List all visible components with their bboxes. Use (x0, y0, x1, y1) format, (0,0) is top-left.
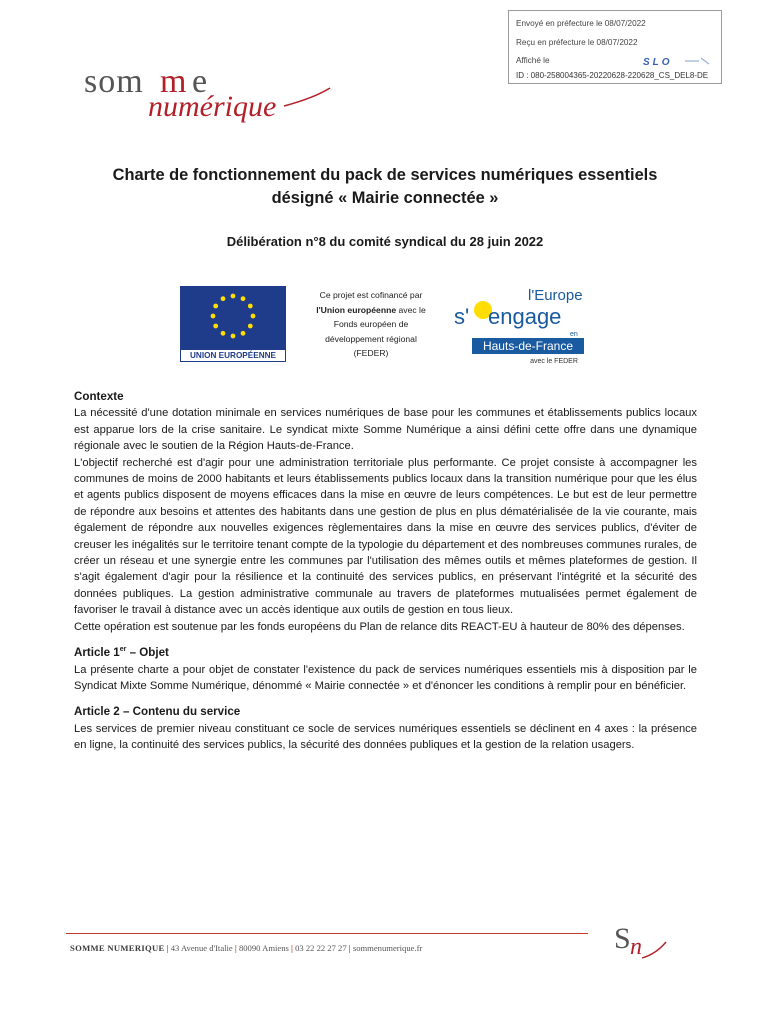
svg-text:S: S (614, 922, 631, 955)
eu-label: UNION EUROPÉENNE (180, 349, 286, 362)
footer-divider (66, 933, 588, 934)
footer-city: 80090 Amiens (238, 943, 289, 953)
signature-logo (641, 54, 713, 68)
footer-contact: SOMME NUMERIQUE | 43 Avenue d'Italie | 80090 Amiens | 03 22 22 27 27 | sommenumerique.fr (70, 943, 423, 953)
stamp-posted-label: Affiché le (516, 56, 550, 65)
charter-body (74, 389, 697, 754)
document-title (60, 164, 710, 210)
footer-phone: 03 22 22 27 27 (295, 943, 347, 953)
contexte-paragraph-1: La nécessité d'une dotation minimale en services numériques de base pour les communes et établissements publics locaux est apparue lors de la crise sanitaire. Le syndicat mixte Somme Numérique a ainsi défini cette offre dans une dynamique régionale avec le soutien de la Région Hauts-de-France. (74, 407, 697, 453)
article-2-heading: Article 2 – Contenu du service (74, 705, 241, 719)
svg-text:n: n (630, 934, 642, 960)
svg-text:som: som (84, 63, 144, 100)
europe-engage-logo (452, 284, 592, 366)
cofin-line-2: l'Union européenne avec le (316, 304, 426, 315)
cofin-line-5: (FEDER) (353, 348, 389, 358)
title-line-1: Charte de fonctionnement du pack de services numériques essentiels (112, 166, 658, 184)
svg-text:m: m (160, 63, 187, 100)
contexte-paragraph-3: Cette opération est soutenue par les fonds européens du Plan de relance dits REACT-EU à hauteur de 80% des dépenses. (74, 620, 685, 633)
stamp-id: ID : 080-258004365-20220628-220628_CS_DEL8-DE (516, 71, 709, 80)
svg-text:avec le FEDER: avec le FEDER (530, 358, 578, 365)
article-1-heading: Article 1er – Objet (74, 646, 169, 660)
footer-brand: SOMME NUMERIQUE (70, 943, 165, 953)
svg-text:e: e (192, 63, 208, 100)
article-1-paragraph: La présente charte a pour objet de constater l'existence du pack de services numériques essentiels mis à disposition par le Syndicat Mixte Somme Numérique, dénommé « Mairie connectée » et d'énoncer les conditions à remplir pour en bénéficier. (74, 663, 697, 692)
cofin-line-3: Fonds européen de (333, 319, 409, 329)
stamp-sent-date: Envoyé en préfecture le 08/07/2022 (516, 19, 646, 28)
svg-text:en: en (570, 331, 578, 338)
svg-text:SLO: SLO (643, 57, 673, 68)
cofinancing-statement (300, 288, 442, 361)
cofin-line-1: Ce projet est cofinancé par (319, 290, 423, 300)
article-2-paragraph: Les services de premier niveau constituant ce socle de services numériques essentiels se déclinent en 4 axes : la présence en ligne, la continuité des services publics, la sécurité des données publiques et la gestion de la relation usagers. (74, 722, 697, 752)
deliberation-reference: Délibération n°8 du comité syndical du 28 juin 2022 (226, 234, 544, 249)
svg-text:Hauts-de-France: Hauts-de-France (482, 339, 574, 353)
svg-text:s': s' (454, 304, 470, 329)
sn-monogram-logo (612, 918, 668, 964)
contexte-heading: Contexte (74, 390, 124, 403)
cofin-line-4: développement régional (325, 333, 417, 344)
prefecture-stamp (508, 10, 722, 84)
somme-numerique-logo (84, 58, 334, 134)
stamp-received-date: Reçu en préfecture le 08/07/2022 (516, 38, 638, 47)
svg-text:l'Europe: l'Europe (528, 287, 583, 304)
footer-address: 43 Avenue d'Italie (170, 943, 233, 953)
title-line-2: désigné « Mairie connectée » (271, 189, 499, 207)
contexte-paragraph-2: L'objectif recherché est d'agir pour une administration territoriale plus performante. Ce projet consiste à accompagner les communes de moins de 2000 habitants et leurs établissements publics locaux dans la transition numérique pour que les élus et agents publics disposent de moyens efficaces dans la mise en œuvre de leurs compétences. Le but est de leur permettre de répondre aux besoins et attentes des habitants dans une gestion de plus en plus dématérialisée de la vie courante, mais également de répondre aux nouvelles exigences règlementaires dans la mise en œuvre des services publics, d'éviter de creuser les inégalités sur le territoire tenant compte de la typologie du département et des nombreuses communes rurales, de créer un réseau et une synergie entre les communes par l'utilisation des mêmes outils et mêmes plateformes de gestion. Il s'agit également d'agir pour la résilience et la continuité des services publics, en préservant l'intégrité et la sécurité des données publiques. La gestion administrative communale au travers de plateformes mutualisées permet également de favoriser le travail à distance avec un accès identique aux outils de gestion en tous lieux. (74, 456, 697, 617)
svg-text:numérique: numérique (148, 90, 277, 123)
svg-text:engage: engage (488, 304, 562, 329)
footer-website[interactable]: sommenumerique.fr (352, 943, 423, 953)
